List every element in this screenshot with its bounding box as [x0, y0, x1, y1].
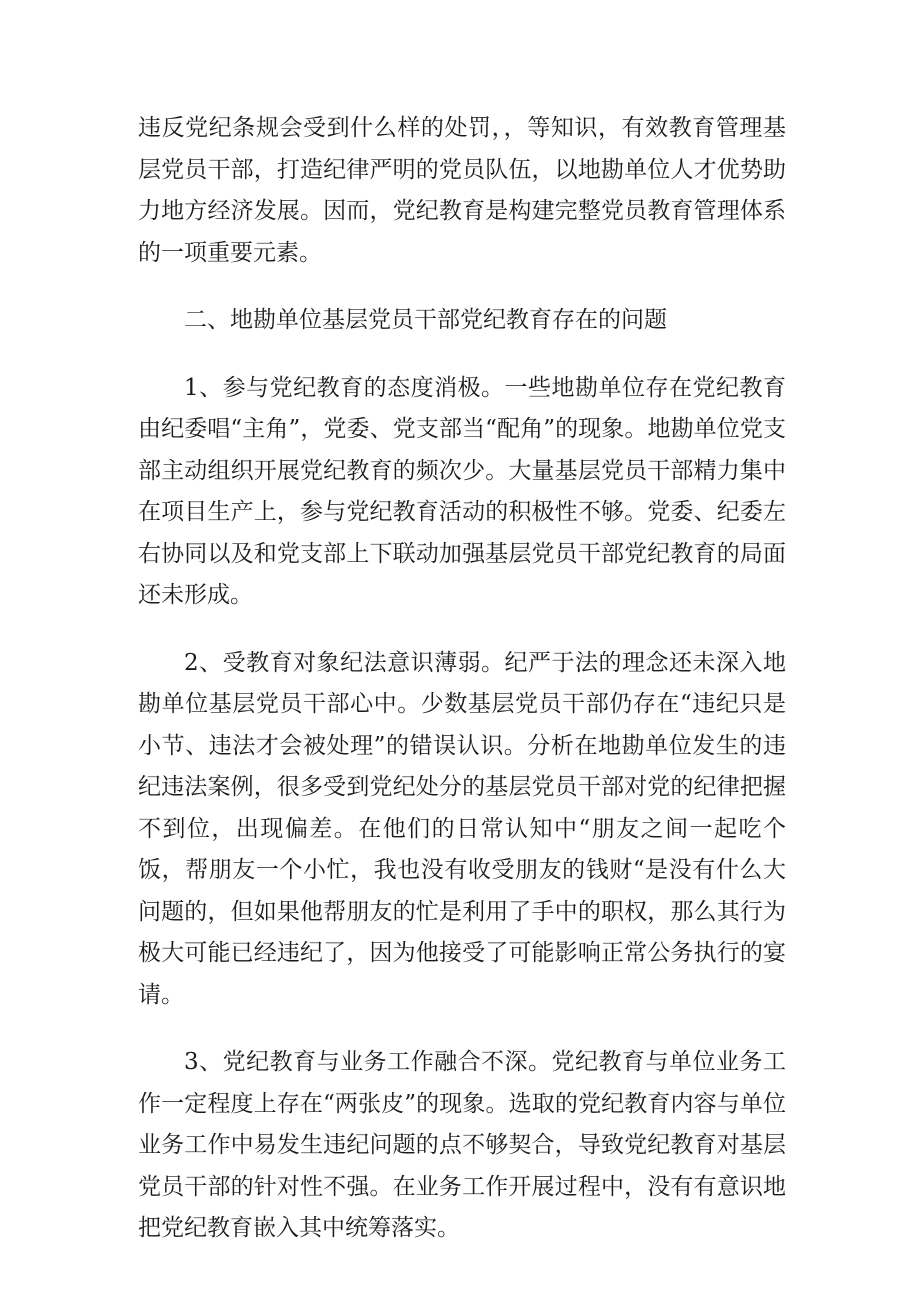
paragraph-point-2: 2、受教育对象纪法意识薄弱。纪严于法的理念还未深入地勘单位基层党员干部心中。少数基层党员干部仍存在“违纪只是小节、违法才会被处理”的错误认识。分析在地勘单位发生的违纪违法案例，很多受到党纪处分的基层党员干部对党的纪律把握不到位，出现偏差。在他们的日常认知中“朋友之间一起吃个饭，帮朋友一个小忙，我也没有收受朋友的钱财“是没有什么大问题的，但如果他帮朋友的忙是利用了手中的职权，那么其行为极大可能已经违纪了，因为他接受了可能影响正常公务执行的宴请。	[138, 649, 786, 1008]
paragraph-point-3: 3、党纪教育与业务工作融合不深。党纪教育与单位业务工作一定程度上存在“两张皮”的现象。选取的党纪教育内容与单位业务工作中易发生违纪问题的点不够契合，导致党纪教育对基层党员干部的针对性不强。在业务工作开展过程中，没有有意识地把党纪教育嵌入其中统筹落实。	[138, 1049, 786, 1241]
paragraph-point-1: 1、参与党纪教育的态度消极。一些地勘单位存在党纪教育由纪委唱“主角”，党委、党支部当“配角”的现象。地勘单位党支部主动组织开展党纪教育的频次少。大量基层党员干部精力集中在项目生产上，参与党纪教育活动的积极性不够。党委、纪委左右协同以及和党支部上下联动加强基层党员干部党纪教育的局面还未形成。	[138, 374, 786, 608]
section-heading: 二、地勘单位基层党员干部党纪教育存在的问题	[184, 307, 667, 333]
document-body	[138, 108, 786, 1276]
paragraph-intro-continuation: 违反党纪条规会受到什么样的处罚，，等知识，有效教育管理基层党员干部，打造纪律严明的党员队伍，以地勘单位人才优势助力地方经济发展。因而，党纪教育是构建完整党员教育管理体系的一项重要元素。	[138, 115, 786, 266]
